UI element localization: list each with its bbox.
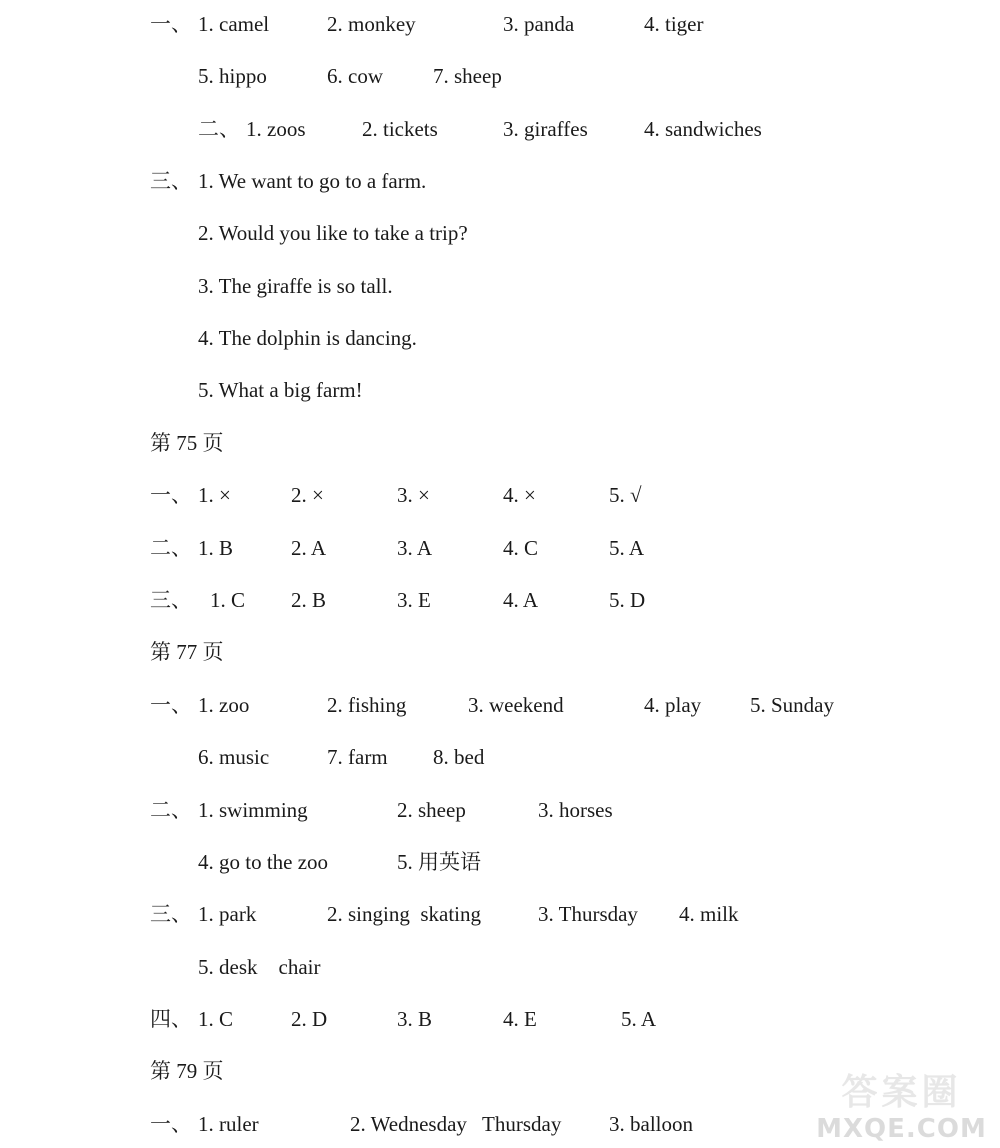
answer-item: 4. sandwiches: [644, 117, 762, 141]
page-heading-75: 第 75 页: [150, 431, 224, 455]
answer-item: 2. A: [291, 536, 327, 560]
answer-item: 2. fishing: [327, 693, 407, 717]
section-marker-2: 二、: [150, 798, 192, 822]
answer-item: 4. C: [503, 536, 539, 560]
answer-item: 3. Thursday: [538, 902, 638, 926]
answer-item: 7. sheep: [433, 64, 502, 88]
answer-item: 8. bed: [433, 745, 485, 769]
answer-item: 6. cow: [327, 64, 383, 88]
answer-item: 1. C: [198, 1007, 234, 1031]
answer-item: 1. camel: [198, 12, 270, 36]
answer-item: Thursday: [482, 1112, 562, 1136]
answer-item: 3. horses: [538, 798, 613, 822]
page-heading-77: 第 77 页: [150, 640, 224, 664]
section-marker-3: 三、: [150, 169, 192, 193]
answer-item: 5. A: [621, 1007, 657, 1031]
section-marker-2: 二、: [150, 536, 192, 560]
answer-item: 3. B: [397, 1007, 433, 1031]
answer-item: 5. √: [609, 483, 642, 507]
answer-item: 2. D: [291, 1007, 328, 1031]
answer-item: 2. singing skating: [327, 902, 482, 926]
answer-item: 4. E: [503, 1007, 537, 1031]
answer-item: 4. ×: [503, 483, 536, 507]
answer-item: 6. music: [198, 745, 270, 769]
answer-item: 5. desk chair: [198, 955, 321, 979]
section-marker-3: 三、: [150, 588, 192, 612]
watermark-logo: [809, 1064, 994, 1144]
answer-item: 1. swimming: [198, 798, 308, 822]
watermark-url: MXQE.COM: [816, 1114, 987, 1144]
answer-item: 4. play: [644, 693, 702, 717]
answer-item: 3. E: [397, 588, 431, 612]
page-heading-79: 第 79 页: [150, 1059, 224, 1083]
answer-item: 5. D: [609, 588, 646, 612]
answer-item: 3. A: [397, 536, 433, 560]
answer-item: 7. farm: [327, 745, 388, 769]
answer-item: 4. go to the zoo: [198, 850, 329, 874]
answer-item: 3. giraffes: [503, 117, 588, 141]
answer-item: 4. tiger: [644, 12, 704, 36]
answer-item: 1. zoo: [198, 693, 250, 717]
section-marker-1: 一、: [150, 12, 192, 36]
watermark-title: 答案圈: [841, 1072, 962, 1113]
answer-sentence: 3. The giraffe is so tall.: [198, 274, 393, 298]
answer-sentence: 4. The dolphin is dancing.: [198, 326, 417, 350]
answer-item: 1. park: [198, 902, 257, 926]
answer-item: 2. ×: [291, 483, 324, 507]
answer-item: 2. tickets: [362, 117, 438, 141]
answer-item: 1. ×: [198, 483, 231, 507]
section-marker-1: 一、: [150, 1112, 192, 1136]
answer-item: 1. ruler: [198, 1112, 259, 1136]
answer-sentence: 5. What a big farm!: [198, 378, 363, 402]
answer-item: 3. panda: [503, 12, 575, 36]
answer-item: 3. weekend: [468, 693, 564, 717]
section-marker-1: 一、: [150, 693, 192, 717]
section-marker-2: 二、: [198, 117, 240, 141]
answer-item: 1. C: [210, 588, 246, 612]
answer-item: 3. balloon: [609, 1112, 693, 1136]
answer-item: 5. A: [609, 536, 645, 560]
answer-item: 4. A: [503, 588, 539, 612]
answer-item: 2. sheep: [397, 798, 466, 822]
answer-item: 5. hippo: [198, 64, 267, 88]
answer-item: 4. milk: [679, 902, 739, 926]
answer-item: 5. 用英语: [397, 850, 481, 874]
answer-sentence: 1. We want to go to a farm.: [198, 169, 427, 193]
section-marker-1: 一、: [150, 483, 192, 507]
answer-item: 3. ×: [397, 483, 430, 507]
answer-item: 2. Wednesday: [350, 1112, 467, 1136]
section-marker-4: 四、: [150, 1007, 192, 1031]
answer-item: 2. B: [291, 588, 327, 612]
answer-item: 2. monkey: [327, 12, 416, 36]
answer-item: 5. Sunday: [750, 693, 834, 717]
answer-item: 1. B: [198, 536, 234, 560]
answer-sentence: 2. Would you like to take a trip?: [198, 221, 468, 245]
section-marker-3: 三、: [150, 902, 192, 926]
answer-item: 1. zoos: [246, 117, 306, 141]
